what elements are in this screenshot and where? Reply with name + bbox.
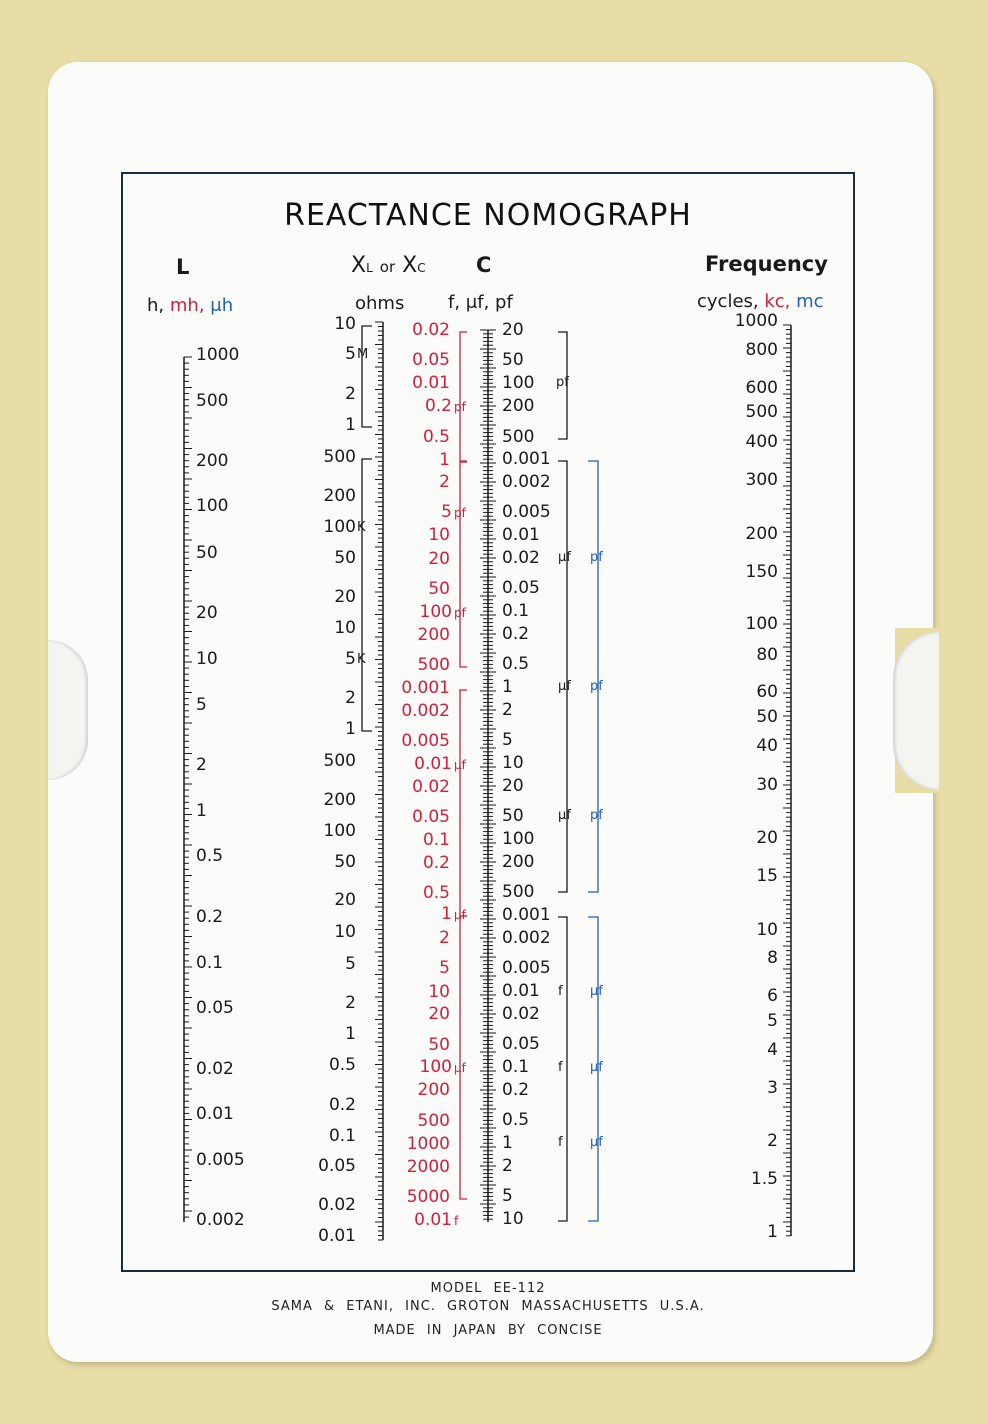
C-red-label: 10 — [428, 981, 450, 1002]
C-red-label: 0.2 — [424, 395, 452, 416]
X-scale-label: 500 — [323, 446, 356, 467]
X-scale-label: 2 — [345, 687, 356, 708]
C-red-unit: μf — [454, 757, 466, 772]
C-red-label: 20 — [428, 1003, 450, 1024]
F-scale-label: 15 — [756, 865, 778, 886]
C-bracket-unit-blue: pf — [590, 550, 603, 566]
C-red-label: 0.01 — [412, 372, 450, 393]
F-scale-label: 150 — [745, 561, 778, 582]
L-scale-label: 0.002 — [196, 1209, 245, 1230]
L-scale-label: 10 — [196, 648, 218, 669]
C-red-label: 0.05 — [412, 349, 450, 370]
X-scale-label: 50 — [334, 547, 356, 568]
C-scale-label: 0.02 — [502, 1003, 540, 1024]
C-scale-label: 0.002 — [502, 927, 551, 948]
C-red-unit: pf — [454, 605, 466, 620]
F-scale-label: 600 — [745, 377, 778, 398]
footer-model: MODEL EE-112 — [430, 1281, 546, 1296]
C-red-label: 2000 — [406, 1156, 450, 1177]
header-x-or: or — [379, 258, 396, 276]
C-bracket-unit-blue: pf — [590, 679, 603, 695]
F-scale-label: 5 — [767, 1010, 778, 1031]
C-blue-bracket — [588, 461, 598, 892]
C-red-unit: μf — [454, 1060, 466, 1075]
header-x-main-1: X — [351, 253, 367, 278]
F-scale-label: 30 — [756, 774, 778, 795]
footer-made-in: MADE IN JAPAN BY CONCISE — [373, 1323, 603, 1338]
L-scale-label: 5 — [196, 694, 207, 715]
F-scale-label: 200 — [745, 523, 778, 544]
X-bracket — [362, 459, 372, 731]
X-scale-label: 5 — [345, 648, 356, 669]
X-scale-label: 100 — [323, 820, 356, 841]
C-scale-label: 0.05 — [502, 577, 540, 598]
C-scale-label: 0.2 — [502, 623, 530, 644]
C-red-label: 200 — [417, 624, 450, 645]
F-scale-label: 1.5 — [750, 1168, 778, 1189]
F-scale-label: 50 — [756, 706, 778, 727]
F-scale-label: 40 — [756, 735, 778, 756]
C-red-label: 200 — [417, 1079, 450, 1100]
C-red-label: 0.02 — [412, 319, 450, 340]
header-x-main-2: X — [402, 253, 418, 278]
X-marker-K: K — [357, 652, 366, 668]
unit-uf: μf, — [465, 292, 490, 313]
C-bracket-unit: μf — [558, 679, 571, 695]
C-scale-label: 200 — [502, 395, 535, 416]
X-scale-label: 200 — [323, 485, 356, 506]
C-red-unit: μf — [454, 907, 466, 922]
C-scale-label: 500 — [502, 426, 535, 447]
X-marker-K: K — [357, 520, 366, 536]
L-scale-label: 1 — [196, 800, 207, 821]
C-scale-label: 0.1 — [502, 600, 530, 621]
F-scale-label: 80 — [756, 644, 778, 665]
footer-company: SAMA & ETANI, INC. GROTON MASSACHUSETTS U.S.A. — [271, 1299, 705, 1314]
C-red-label: 1000 — [406, 1133, 450, 1154]
L-scale-label: 2 — [196, 754, 207, 775]
header-L: L — [176, 255, 190, 279]
L-scale-label: 200 — [196, 450, 229, 471]
L-scale-label: 0.2 — [196, 906, 224, 927]
X-scale-label: 0.02 — [318, 1194, 356, 1215]
X-scale-label: 0.2 — [328, 1094, 356, 1115]
C-scale-label: 20 — [502, 775, 524, 796]
C-red-bracket — [460, 690, 467, 916]
X-scale-label: 1 — [345, 414, 356, 435]
C-scale-label: 20 — [502, 319, 524, 340]
header-C: C — [476, 253, 492, 277]
L-scale-label: 20 — [196, 602, 218, 623]
X-scale-label: 100 — [323, 516, 356, 537]
F-scale-label: 1 — [767, 1221, 778, 1242]
C-red-label: 0.2 — [422, 852, 450, 873]
C-red-label: 1 — [439, 449, 450, 470]
C-scale-label: 2 — [502, 1155, 513, 1176]
C-red-bracket — [460, 462, 467, 667]
L-scale-label: 0.1 — [196, 952, 224, 973]
C-red-label: 500 — [417, 654, 450, 675]
C-bracket-unit: μf — [558, 808, 571, 824]
X-bracket — [362, 326, 372, 427]
X-scale-label: 50 — [334, 851, 356, 872]
C-red-label: 0.05 — [412, 806, 450, 827]
C-scale-label: 0.01 — [502, 980, 540, 1001]
C-red-bracket — [460, 916, 467, 1199]
L-scale-label: 50 — [196, 542, 218, 563]
C-red-unit: pf — [454, 505, 466, 520]
C-bracket-unit-blue: μf — [590, 1060, 603, 1076]
F-scale-label: 300 — [745, 469, 778, 490]
header-x-sub-2: C — [417, 261, 426, 275]
X-scale-label: 10 — [334, 313, 356, 334]
C-scale-label: 10 — [502, 1208, 524, 1229]
X-scale-label: 2 — [345, 992, 356, 1013]
C-red-label: 1 — [441, 903, 452, 924]
C-red-label: 100 — [419, 601, 452, 622]
C-scale-label: 0.02 — [502, 547, 540, 568]
F-scale-label: 60 — [756, 681, 778, 702]
L-scale-label: 0.005 — [196, 1149, 245, 1170]
C-red-unit: f — [454, 1213, 459, 1228]
L-scale-label: 0.01 — [196, 1103, 234, 1124]
C-bracket-unit: f — [558, 1060, 563, 1076]
unit-h: h, — [147, 295, 165, 316]
C-scale-label: 0.1 — [502, 1056, 530, 1077]
F-scale-label: 500 — [745, 401, 778, 422]
F-scale-label: 6 — [767, 985, 778, 1006]
C-scale-label: 0.005 — [502, 501, 551, 522]
C-red-label: 0.001 — [401, 677, 450, 698]
C-scale-label: 0.002 — [502, 471, 551, 492]
header-frequency: Frequency — [705, 252, 828, 276]
F-scale-label: 400 — [745, 431, 778, 452]
C-scale-label: 0.001 — [502, 448, 551, 469]
X-scale-label: 0.1 — [328, 1125, 356, 1146]
X-scale-label: 5 — [345, 343, 356, 364]
X-marker-M: M — [357, 347, 369, 363]
page-title: REACTANCE NOMOGRAPH — [284, 198, 692, 233]
C-scale-label: 0.01 — [502, 524, 540, 545]
C-bracket-unit-blue: μf — [590, 984, 603, 1000]
C-scale-label: 5 — [502, 729, 513, 750]
X-scale-label: 1 — [345, 718, 356, 739]
C-red-label: 2 — [439, 927, 450, 948]
C-scale-label: 0.005 — [502, 957, 551, 978]
C-red-label: 0.5 — [422, 882, 450, 903]
C-red-label: 0.5 — [422, 426, 450, 447]
C-scale-label: 1 — [502, 1132, 513, 1153]
L-scale-label: 1000 — [196, 344, 240, 365]
C-scale-label: 200 — [502, 851, 535, 872]
X-units: ohms — [355, 293, 405, 314]
F-scale-label: 20 — [756, 827, 778, 848]
C-scale-label: 100 — [502, 372, 535, 393]
C-scale-label: 2 — [502, 699, 513, 720]
C-red-label: 0.01 — [414, 1209, 452, 1230]
L-scale-label: 500 — [196, 390, 229, 411]
L-scale-label: 0.5 — [196, 845, 224, 866]
X-scale-label: 2 — [345, 383, 356, 404]
C-bracket-unit: f — [558, 984, 563, 1000]
C-red-label: 500 — [417, 1110, 450, 1131]
L-scale-label: 100 — [196, 495, 229, 516]
C-scale-label: 50 — [502, 349, 524, 370]
C-red-label: 0.005 — [401, 730, 450, 751]
C-red-label: 0.01 — [414, 753, 452, 774]
X-scale-label: 1 — [345, 1023, 356, 1044]
X-scale-label: 5 — [345, 953, 356, 974]
F-scale-label: 2 — [767, 1130, 778, 1151]
C-bracket-unit: μf — [558, 550, 571, 566]
C-red-label: 50 — [428, 578, 450, 599]
L-scale-label: 0.05 — [196, 997, 234, 1018]
C-red-label: 0.002 — [401, 700, 450, 721]
C-scale-label: 0.5 — [502, 653, 530, 674]
C-red-label: 50 — [428, 1034, 450, 1055]
X-scale-label: 20 — [334, 889, 356, 910]
unit-pf: pf — [495, 292, 513, 313]
header-x-sub-1: L — [366, 261, 373, 275]
F-scale-label: 4 — [767, 1039, 778, 1060]
X-scale-label: 10 — [334, 617, 356, 638]
C-red-label: 2 — [439, 471, 450, 492]
C-bracket-unit: pf — [556, 375, 569, 391]
C-scale-label: 50 — [502, 805, 524, 826]
C-red-label: 5 — [441, 501, 452, 522]
C-red-bracket — [460, 332, 467, 461]
F-scale-label: 8 — [767, 947, 778, 968]
C-red-label: 100 — [419, 1056, 452, 1077]
X-scale-label: 20 — [334, 586, 356, 607]
C-scale-label: 0.001 — [502, 904, 551, 925]
C-scale-label: 0.05 — [502, 1033, 540, 1054]
F-scale-label: 10 — [756, 919, 778, 940]
F-scale-label: 100 — [745, 613, 778, 634]
C-red-label: 5 — [439, 957, 450, 978]
C-red-unit: pf — [454, 399, 466, 414]
X-scale-label: 0.01 — [318, 1225, 356, 1246]
X-scale-label: 0.05 — [318, 1155, 356, 1176]
C-bracket-unit: f — [558, 1135, 563, 1151]
C-scale-label: 500 — [502, 881, 535, 902]
C-scale-label: 100 — [502, 828, 535, 849]
C-red-label: 20 — [428, 548, 450, 569]
unit-mh: mh, — [169, 295, 205, 316]
unit-f: f, — [448, 292, 461, 313]
C-red-label: 5000 — [406, 1186, 450, 1207]
L-scale-label: 0.02 — [196, 1058, 234, 1079]
X-scale-label: 0.5 — [328, 1054, 356, 1075]
C-black-bracket — [558, 461, 567, 892]
C-bracket-unit-blue: μf — [590, 1135, 603, 1151]
C-bracket-unit-blue: pf — [590, 808, 603, 824]
unit-cycles: cycles, — [697, 291, 759, 312]
unit-mc: mc — [796, 291, 824, 312]
X-scale-label: 500 — [323, 750, 356, 771]
C-scale-label: 10 — [502, 752, 524, 773]
unit-kc: kc, — [764, 291, 791, 312]
C-scale-label: 1 — [502, 676, 513, 697]
F-scale-label: 3 — [767, 1077, 778, 1098]
C-scale-label: 0.5 — [502, 1109, 530, 1130]
F-scale-label: 800 — [745, 339, 778, 360]
X-scale-label: 200 — [323, 789, 356, 810]
C-scale-label: 5 — [502, 1185, 513, 1206]
X-scale-label: 10 — [334, 921, 356, 942]
C-red-label: 0.1 — [422, 829, 450, 850]
C-scale-label: 0.2 — [502, 1079, 530, 1100]
C-red-label: 0.02 — [412, 776, 450, 797]
C-red-label: 10 — [428, 524, 450, 545]
unit-uh: μh — [210, 295, 234, 316]
F-scale-label: 1000 — [734, 310, 778, 331]
